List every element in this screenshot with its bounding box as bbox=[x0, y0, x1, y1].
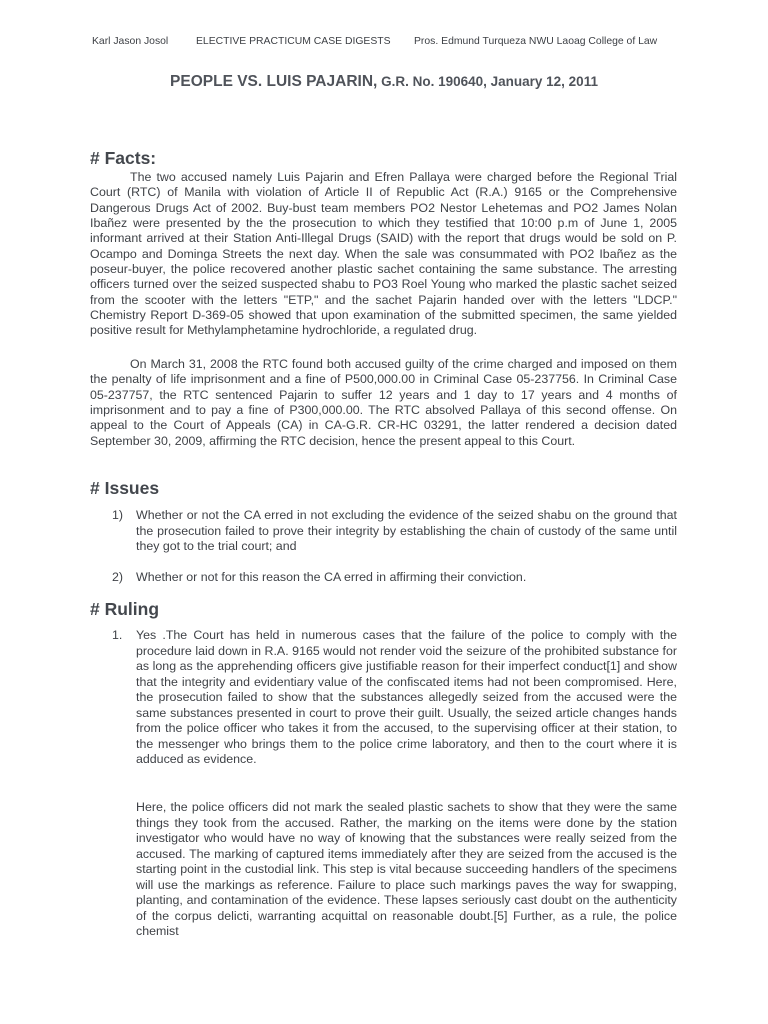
issue-text: Whether or not for this reason the CA erred in affirming their conviction. bbox=[136, 570, 527, 584]
facts-heading: # Facts: bbox=[90, 148, 157, 168]
case-title bbox=[0, 73, 768, 91]
issue-item-2 bbox=[112, 570, 677, 586]
header-professor: Pros. Edmund Turqueza NWU Laoag College of Law bbox=[414, 36, 658, 47]
ruling-number: 1. bbox=[112, 628, 123, 642]
facts-paragraph-2: On March 31, 2008 the RTC found both accused guilty of the crime charged and imposed on them the penalty of life imprisonment and a fine of P500,000.00 in Criminal Case 05-237756. In Criminal Case 05-237757, the RTC sentenced Pajarin to suffer 12 years and 1 day to 17 years and 4 months of imprisonment and to pay a fine of P300,000.00. The RTC absolved Pallaya of this second offense. On appeal to the Court of Appeals (CA) in CA-G.R. CR-HC 03291, the latter rendered a decision dated September 30, 2009, affirming the RTC decision, hence the present appeal to this Court. bbox=[90, 357, 677, 448]
facts-paragraph-1: The two accused namely Luis Pajarin and Efren Pallaya were charged before the Regional Trial Court (RTC) of Manila with violation of Article II of Republic Act (R.A.) 9165 or the Comprehensive Dangerous Drugs Act of 2002. Buy-bust team members PO2 Nestor Lehetemas and PO2 James Nolan Ibañez were presented by the the prosecution to which they testified that 10:00 p.m of June 1, 2005 informant arrived at their Station Anti-Illegal Drugs (SAID) with the report that drugs would be sold on P. Ocampo and Dominga Streets the next day. When the sale was consummated with PO2 Ibañez as the poseur-buyer, the police recovered another plastic sachet containing the same substance. The arresting officers turned over the seized suspected shabu to PO3 Roel Young who marked the plastic sachet seized from the scooter with the letters "ETP," and the sachet Pajarin handed over with the letters "LDCP." Chemistry Report D-369-05 showed that upon examination of the submitted specimen, the same yielded positive result for Methylamphetamine hydrochloride, a regulated drug. bbox=[90, 170, 677, 338]
issue-item-1 bbox=[112, 508, 677, 555]
ruling-continuation bbox=[112, 800, 677, 940]
issues-heading: # Issues bbox=[90, 478, 160, 498]
case-name: PEOPLE VS. LUIS PAJARIN, bbox=[170, 73, 378, 90]
header-course: ELECTIVE PRACTICUM CASE DIGESTS bbox=[196, 36, 391, 47]
ruling-heading: # Ruling bbox=[90, 599, 160, 619]
ruling-continuation-text: Here, the police officers did not mark the sealed plastic sachets to show that they were the same things they took from the accused. Rather, the marking on the items were done by the station investigator who would have no way of knowing that the substances were really seized from the accused. The marking of captured items immediately after they are seized from the accused is the starting point in the custodial link. This step is vital because succeeding handlers of the specimens will use the markings as reference. Failure to place such markings paves the way for swapping, planting, and contamination of the evidence. These lapses seriously cast doubt on the authenticity of the corpus delicti, warranting acquittal on reasonable doubt.[5] Further, as a rule, the police chemist bbox=[136, 800, 677, 938]
header-author: Karl Jason Josol bbox=[92, 36, 169, 47]
case-citation: G.R. No. 190640, January 12, 2011 bbox=[377, 74, 598, 89]
issue-text: Whether or not the CA erred in not excluding the evidence of the seized shabu on the ground that the prosecution failed to prove their integrity by establishing the chain of custody of the same until they got to the trial court; and bbox=[136, 508, 677, 553]
ruling-text: Yes .The Court has held in numerous cases that the failure of the police to comply with the procedure laid down in R.A. 9165 would not render void the seizure of the prohibited substance for as long as the apprehending officers give justifiable reason for their imperfect conduct[1] and show that the integrity and evidentiary value of the confiscated items had not been compromised. Here, the prosecution failed to show that the substances allegedly seized from the accused were the same substances presented in court to prove their guilt. Usually, the seized article changes hands from the police officer who takes it from the accused, to the supervising officer at their station, to the messenger who brings them to the police crime laboratory, and then to the court where it is adduced as evidence. bbox=[136, 628, 677, 766]
issue-number: 1) bbox=[112, 508, 124, 522]
ruling-item-1 bbox=[112, 628, 677, 768]
issue-number: 2) bbox=[112, 570, 124, 584]
